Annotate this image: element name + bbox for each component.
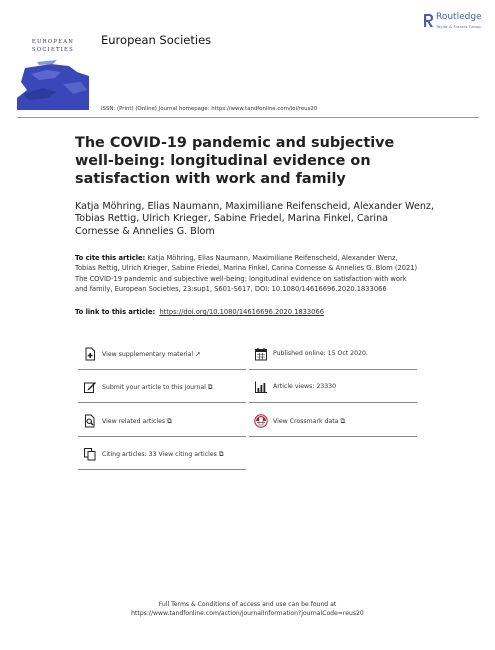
article-title: The COVID-19 pandemic and subjective well-being: longitudinal evidence on satisfaction with work and family [75, 135, 395, 187]
crossmark-item[interactable] [249, 408, 417, 437]
article-link-label: To link to this article: [75, 308, 156, 316]
article-link-block [75, 308, 420, 316]
terms-url[interactable]: https://www.tandfonline.com/action/journalInformation?journalCode=reus20 [131, 609, 364, 617]
routledge-logo [423, 12, 485, 34]
arrow-link-icon: ➚ [195, 350, 201, 358]
crossmark-icon [254, 414, 268, 428]
external-link-icon: ⧉ [340, 417, 346, 425]
published-online-item [249, 341, 417, 370]
issn-homepage-line[interactable]: ISSN: (Print) (Online) Journal homepage: https://www.tandfonline.com/loi/reus20 [101, 106, 318, 112]
edit-pencil-icon [83, 380, 97, 394]
article-views-text: Article views: 23330 [273, 383, 337, 390]
article-doi-link[interactable]: https://doi.org/10.1080/14616696.2020.1833066 [159, 308, 324, 316]
cover-title-line2: SOCIETIES [32, 47, 74, 53]
header-divider [17, 117, 479, 118]
citation-text: Katja Möhring, Elias Naumann, Maximiliane Reifenscheid, Alexander Wenz, Tobias Rettig, Ulrich Krieger, Sabine Friedel, Marina Finkel, Carina Cornesse & Annelies G. Blom (2021) The COVID-19 pandemic and subjective well-being: longitudinal evidence on satisfaction with work and family, European Societies, 23:sup1, S601-S617, DOI: 10.1080/14616696.2020.1833066 [75, 254, 418, 294]
related-articles-item[interactable] [78, 408, 246, 437]
supplementary-material-item[interactable] [78, 341, 246, 370]
citation-block [75, 253, 420, 295]
plus-document-icon [83, 347, 97, 361]
terms-footer [0, 601, 495, 618]
journal-name: European Societies [101, 33, 212, 47]
citing-articles-link[interactable]: Citing articles: 33 View citing articles ⧉ [102, 450, 224, 458]
routledge-name: Routledge [436, 12, 482, 22]
cover-title-line1: EUROPEAN [31, 39, 75, 45]
external-link-icon: ⧉ [218, 450, 224, 458]
bar-chart-icon [254, 380, 268, 394]
journal-cover-image [17, 14, 89, 110]
article-authors: Katja Möhring, Elias Naumann, Maximiliane Reifenscheid, Alexander Wenz, Tobias Rettig, Ulrich Krieger, Sabine Friedel, Marina Finkel, Carina Cornesse & Annelies G. Blom [75, 201, 435, 237]
calendar-icon [254, 347, 268, 361]
routledge-r-icon [423, 13, 434, 28]
citing-articles-item[interactable] [78, 441, 246, 470]
submit-article-item[interactable] [78, 374, 246, 403]
terms-line: Full Terms & Conditions of access and use can be found at [158, 601, 337, 608]
citation-label: To cite this article: [75, 254, 146, 262]
open-access-logo [17, 101, 37, 109]
supplementary-material-link[interactable]: View supplementary material ➚ [102, 350, 201, 358]
related-articles-link[interactable]: View related articles ⧉ [102, 417, 172, 425]
submit-article-link[interactable]: Submit your article to this journal ⧉ [102, 383, 213, 391]
routledge-subtitle: Taylor & Francis Group [436, 24, 481, 29]
crossmark-link[interactable]: View Crossmark data ⧉ [273, 417, 346, 425]
external-link-icon: ⧉ [167, 417, 172, 425]
magnifier-document-icon [83, 414, 97, 428]
published-online-text: Published online: 15 Oct 2020. [273, 350, 368, 357]
external-link-icon: ⧉ [207, 383, 213, 391]
article-views-item [249, 374, 417, 403]
citing-documents-icon [83, 447, 97, 461]
